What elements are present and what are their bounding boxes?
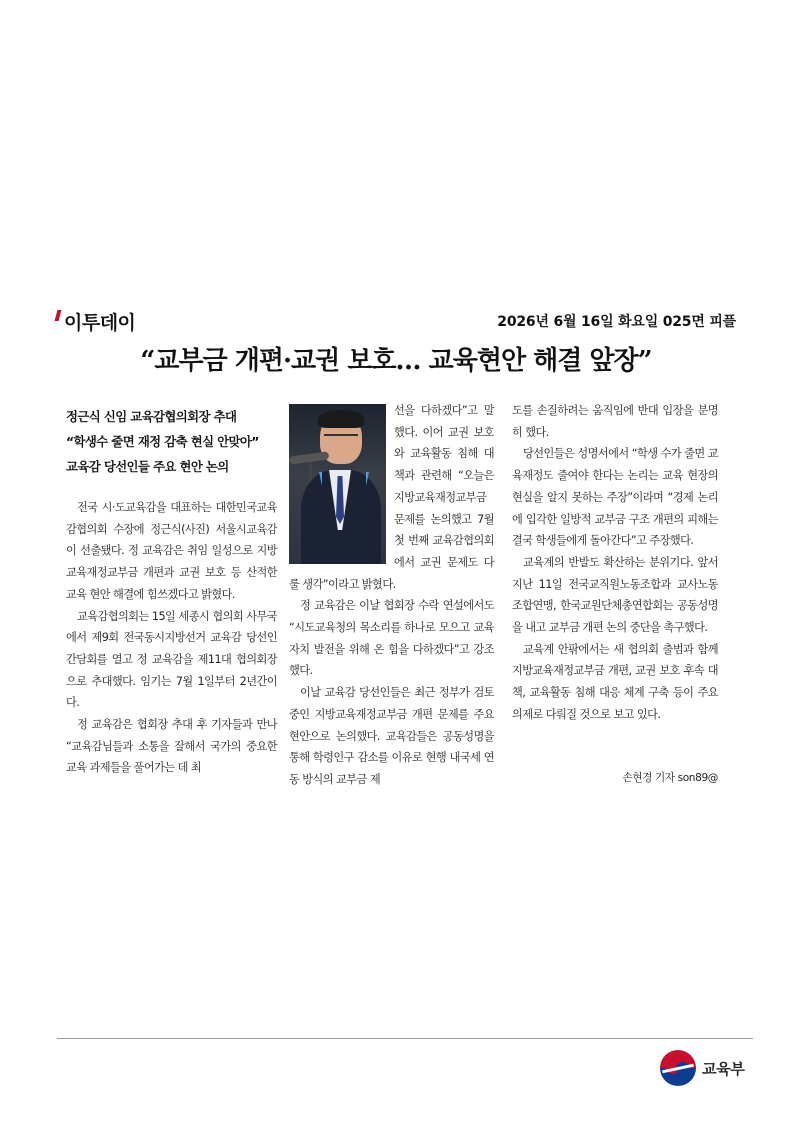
paragraph: 선을 다하겠다”고 말했다. 이어 교권 보호와 교육활동 침해 대책과 관련해 “오늘은 지방교육재정교부금 문제를 논의했고 7월 첫 번째 교육감협의회에서 교권 문제도 다룰 생각”이라고 밝혔다. [289,404,494,591]
hair [318,410,364,428]
subheading: 정근식 신임 교육감협의회장 추대 [66,409,237,424]
subheading: “학생수 줄면 재정 감축 현실 안맞아” [66,434,259,449]
article-headline: “교부금 개편·교권 보호… 교육현안 해결 앞장” [140,346,652,376]
paragraph: 교육계 안팎에서는 새 협의회 출범과 함께 지방교육재정교부금 개편, 교권 보호 후속 대책, 교육활동 침해 대응 체계 구축 등이 주요 의제로 다뤄질 것으로 보고 있다. [512,642,718,721]
paragraph: 정 교육감은 협회장 추대 후 기자들과 만나 “교육감님들과 소통을 잘해서 국가의 중요한 교육 과제들을 풀어가는 데 최 [66,718,277,775]
paragraph: 교육계의 반발도 확산하는 분위기다. 앞서 지난 11일 전국교직원노동조합과 교사노동조합연맹, 한국교원단체총연합회는 공동성명을 내고 교부금 개편 논의 중단을 촉구했다. [512,555,718,635]
paragraph: 이날 교육감 당선인들은 최근 정부가 검토 중인 지방교육재정교부금 개편 문제를 주요 현안으로 논의했다. 교육감들은 공동성명을 통해 학령인구 감소를 이유로 현행 내국세 연동 방식의 교부금 제 [289,686,494,786]
ministry-name: 교육부 [702,1060,745,1078]
article-column-1 [66,497,277,779]
article-subheadings [66,404,280,479]
subheading: 교육감 당선인들 주요 현안 논의 [66,459,229,474]
taegeuk-emblem-icon [660,1050,696,1086]
glasses [324,434,358,442]
paragraph: 전국 시·도교육감을 대표하는 대한민국교육감협의회 수장에 정근식(사진) 서울시교육감이 선출됐다. 정 교육감은 취임 일성으로 지방교육재정교부금 개편과 교권 보호 등 산적한 교육 현안 해결에 힘쓰겠다고 밝혔다. [66,501,277,601]
logo-accent-icon [55,310,62,321]
article-column-3 [512,400,718,726]
paragraph: 당선인들은 성명서에서 “학생 수가 줄면 교육재정도 줄여야 한다는 논리는 교육 현장의 현실을 알지 못하는 주장”이라며 “경제 논리에 입각한 일방적 교부금 구조 개편의 피해는 결국 학생들에게 돌아간다”고 주장했다. [512,447,718,548]
masthead [56,308,736,334]
footer-divider [57,1038,753,1039]
portrait-photo [289,404,386,564]
article-column-2 [289,400,494,791]
ministry-logo [660,1050,760,1090]
paragraph: 교육감협의회는 15일 세종시 협의회 사무국에서 제9회 전국동시지방선거 교육감 당선인 간담회를 열고 정 교육감을 제11대 협의회장으로 추대했다. 임기는 7월 1일부터 2년간이다. [66,609,277,710]
newspaper-name: 이투데이 [64,312,136,334]
paragraph: 도를 손질하려는 움직임에 반대 입장을 분명히 했다. [512,404,718,439]
publication-info: 2026년 6월 16일 화요일 025면 피플 [497,314,736,330]
paragraph: 정 교육감은 이날 협회장 수락 연설에서도 “시도교육청의 목소리를 하나로 모으고 교육자치 발전을 위해 온 힘을 다하겠다”고 강조했다. [289,599,494,678]
byline: 손현경 기자 son89@ [622,772,718,784]
